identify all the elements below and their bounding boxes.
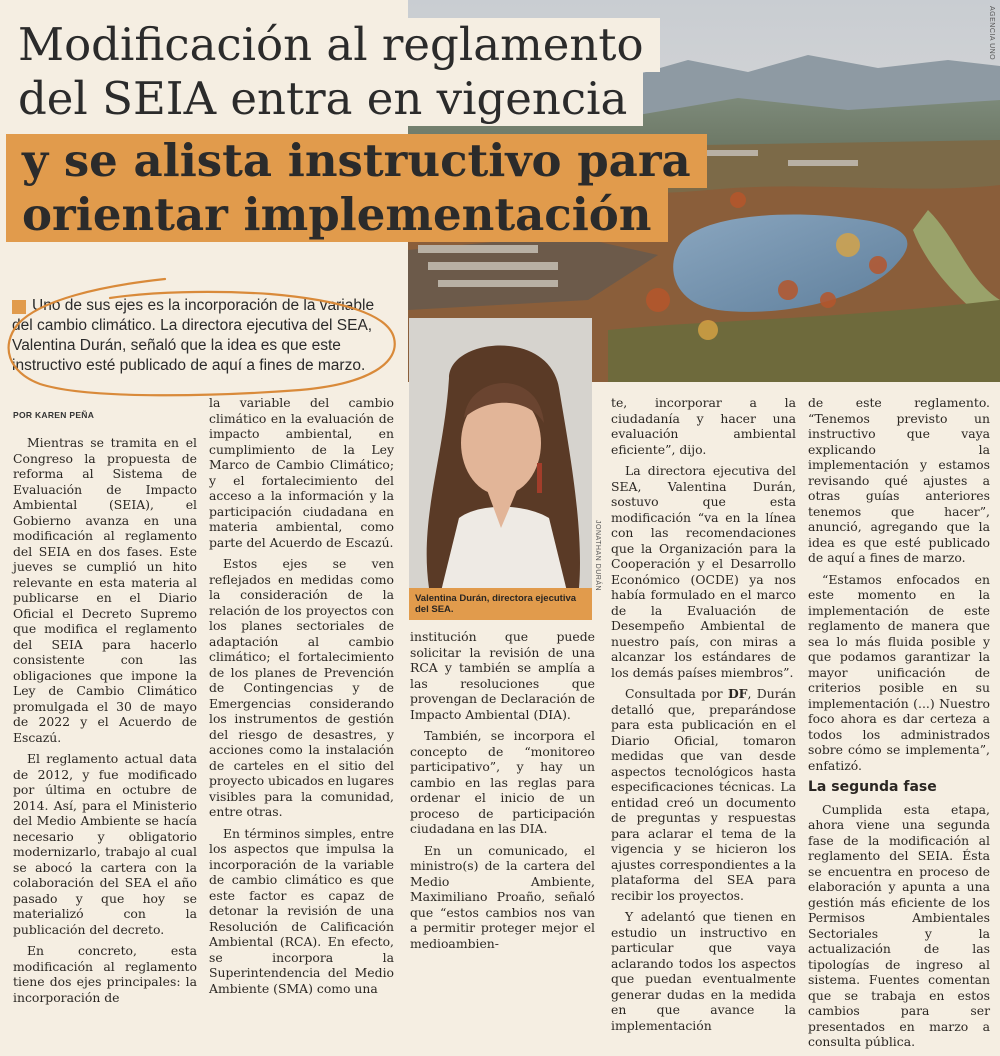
headline-line-1: Modificación al reglamento xyxy=(12,18,652,72)
portrait-credit: JONATHAN DURÁN xyxy=(594,520,601,592)
lead-paragraph: Uno de sus ejes es la incorporación de la variable del cambio climático. La directora ejecutiva del SEA, Valentina Durán, señaló que la idea es que este instructivo esté publicado de aquí a fines de marzo. xyxy=(12,297,375,374)
photo-credit: AGENCIA UNO xyxy=(988,6,995,61)
photo-caption: Valentina Durán, directora ejecutiva del SEA. xyxy=(409,588,592,620)
paragraph: de este reglamento. “Tenemos previsto un instructivo que vaya explicando la implementación y estamos revisando qué ajustes a otras guías anteriores tenemos que hacer”, anunció, agregando que la idea es que esté publicado de aquí a fines de marzo. xyxy=(808,395,990,565)
headline-light xyxy=(6,18,1000,126)
paragraph: El reglamento actual data de 2012, y fue modificado por última en octubre de 2014. Así, para el Ministerio del Medio Ambiente se hacía necesario y obligatorio modernizarlo, trabajo al cual se abocó la cartera con la colaboración del SEA el año pasado y que hoy se materializó con la publicación del decreto. xyxy=(13,751,197,937)
byline: POR KAREN PEÑA xyxy=(13,410,95,420)
paragraph: “Estamos enfocados en este momento en la implementación de este reglamento de manera que sea lo más fluida posible y que podamos garantizar la mayor unificación de criterios posible en su implementación (...) Nuestro foco ahora es dar certeza a todos los administrados sobre cómo se implementa”, enfatizó. xyxy=(808,571,990,773)
paragraph: institución que puede solicitar la revisión de una RCA y también se amplía a las resoluciones que provengan de Declaración de Impacto Ambiental (DIA). xyxy=(410,629,595,722)
section-subhead: La segunda fase xyxy=(808,779,937,795)
paragraph: Estos ejes se ven reflejados en medidas como la consideración de la relación de los proyectos con los planes sectoriales de adaptación al cambio climático; el fortalecimiento de los planes de Prevención de Contingencias y de Emergencias considerando los instrumentos de gestión del riesgo de desastres, y acciones como la instalación de carteles en el sitio del proyecto ubicados en lugares visibles para la comunidad, entre otras. xyxy=(209,556,394,819)
column-1 xyxy=(13,435,197,1011)
column-4 xyxy=(611,395,796,1039)
paragraph: te, incorporar a la ciudadanía y hacer una evaluación ambiental eficiente”, dijo. xyxy=(611,395,796,457)
paragraph: Mientras se tramita en el Congreso la propuesta de reforma al Sistema de Evaluación de Impacto Ambiental (SEIA), el Gobierno avanza en una modificación al reglamento del SEIA en dos fases. Este jueves se cumplió un hito relevante en esta materia al publicarse en el Diario Oficial el Decreto Supremo que modifica el reglamento del SEIA para hacerlo consistente con las obligaciones que impone la Ley de Cambio Climático promulgada el 30 de mayo de 2022 y el Acuerdo de Escazú. xyxy=(13,435,197,745)
headline-bold xyxy=(6,134,1000,242)
paragraph: En un comunicado, el ministro(s) de la cartera del Medio Ambiente, Maximiliano Proaño, señaló que “estos cambios nos van a permitir proteger mejor el medioambien- xyxy=(410,842,595,951)
headline-line-3: y se alista instructivo para xyxy=(14,134,699,188)
paragraph: En concreto, esta modificación al reglamento tiene dos ejes principales: la incorporación de xyxy=(13,943,197,1005)
paragraph: Y adelantó que tienen en estudio un instructivo en particular que vaya aclarando todos los aspectos que puedan eventualmente generar dudas en la medida en que avance la implementación xyxy=(611,909,796,1033)
column-5 xyxy=(808,395,990,1056)
paragraph: Cumplida esta etapa, ahora viene una segunda fase de la modificación al reglamento del SEIA. Ésta se encuentra en proceso de elaboración y apunta a una gestión más eficiente de los Permisos Ambientales Sectoriales y la actualización de las tipologías de ingreso al sistema. Fuentes comentan que se trabaja en estos cambios para ser presentados en marzo a consulta pública. xyxy=(808,801,990,1049)
headline-line-2: del SEIA entra en vigencia xyxy=(12,72,635,126)
paragraph: Consultada por DF, Durán detalló que, preparándose para esta publicación en el Diario Oficial, tomaron medidas que van desde aspectos tecnológicos hasta especificaciones técnicas. La entidad creó un documento de preguntas y respuestas para aclarar el tema de la vigencia y se hicieron los ajustes correspondientes a la plataforma del SEA para recibir los proyectos. xyxy=(611,686,796,903)
headline-line-4: orientar implementación xyxy=(14,188,660,242)
paragraph: La directora ejecutiva del SEA, Valentina Durán, sostuvo que esta modificación “va en la línea con las recomendaciones que la Organización para la Cooperación y el Desarrollo Económico (OCDE) ya nos había formulado en el marco de la Evaluación de Desempeño Ambiental de nuestro país, con miras a alcanzar los estándares de los demás países miembros”. xyxy=(611,463,796,680)
paragraph: También, se incorpora el concepto de “monitoreo participativo”, y hay un cambio en las reglas para ordenar el inicio de un proceso de participación ciudadana en las DIA. xyxy=(410,728,595,836)
portrait-photo xyxy=(409,318,592,620)
paragraph: En términos simples, entre los aspectos que impulsa la incorporación de la variable de cambio climático es que este factor es capaz de detonar la revisión de una Resolución de Calificación Ambiental (RCA). En efecto, se incorpora la Superintendencia del Medio Ambiente (SMA) como una xyxy=(209,825,394,996)
paragraph: la variable del cambio climático en la evaluación de impacto ambiental, en cumplimiento de la Ley Marco de Cambio Climático; y el fortalecimiento del acceso a la información y la participación ciudadana en materia ambiental, como parte del Acuerdo de Escazú. xyxy=(209,395,394,550)
column-3 xyxy=(410,629,595,957)
column-2 xyxy=(209,395,394,1002)
hand-drawn-circle xyxy=(0,272,410,402)
